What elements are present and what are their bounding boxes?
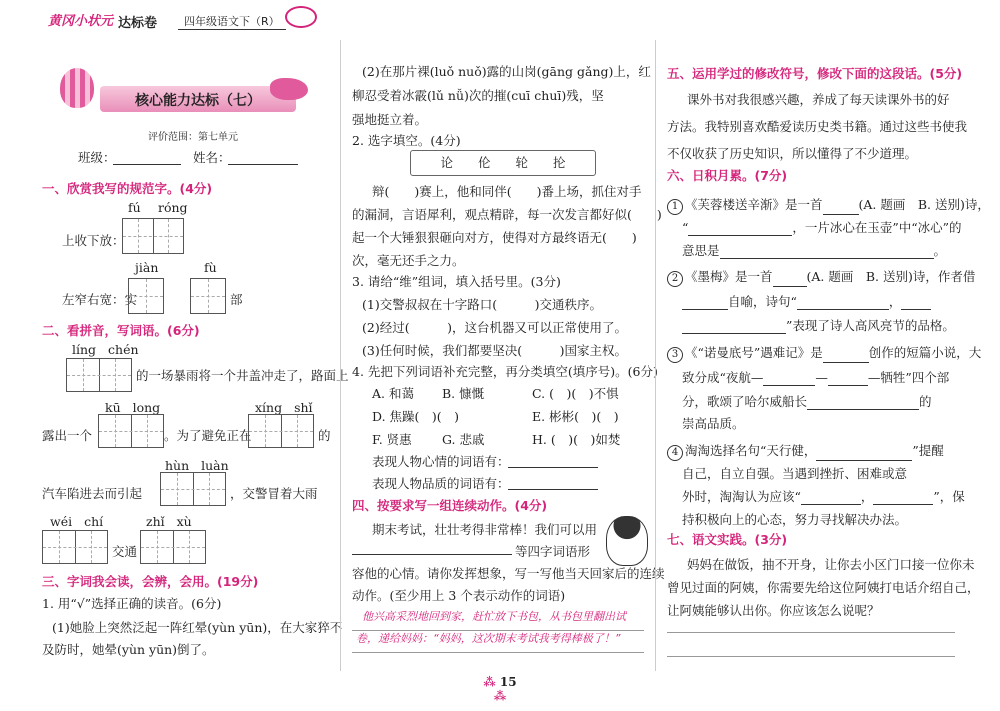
sentence-text: ，交警冒着大雨 — [230, 486, 318, 501]
answer-line[interactable] — [720, 245, 934, 259]
question-text: 自己，自立自强。当遇到挫折、困难或意 — [682, 466, 908, 481]
answer-line[interactable] — [688, 222, 792, 236]
writing-box[interactable] — [140, 530, 206, 564]
answer-line[interactable] — [352, 630, 644, 631]
answer-line[interactable] — [873, 491, 933, 505]
question-text: 起一个大锤狠狠砸向对方，使得对方最终语无( ) — [352, 230, 637, 245]
writing-box[interactable] — [98, 414, 164, 448]
answer-line[interactable] — [797, 296, 889, 310]
sentence-text: 汽车陷进去而引起 — [42, 486, 143, 501]
pinyin: fù — [204, 260, 217, 275]
q-text: (A. 题画 B. 送别)诗， — [858, 197, 990, 212]
number-badge: 3 — [667, 347, 683, 363]
grade-label: 四年级语文下（R） — [178, 13, 286, 30]
answer-line[interactable] — [901, 296, 931, 310]
q-text: ， — [860, 489, 874, 504]
question-text: 柳忍受着冰霰(lǔ nǚ)次的摧(cuī chuī)残，坚 — [352, 88, 604, 103]
pinyin: fú — [128, 200, 141, 215]
question-text: “ ，一片冰心在玉壶”中“冰心”的 — [682, 220, 962, 235]
class-field[interactable] — [113, 150, 181, 165]
section-5-title: 五、运用学过的修改符号，修改下面的这段话。(5分) — [667, 66, 963, 81]
q-text: 分，歌颂了哈尔威船长 — [682, 394, 808, 409]
question-text: 1. 用“√”选择正确的读音。(6分) — [42, 596, 222, 611]
word-option: G. 悲戚 — [442, 432, 485, 447]
writing-box[interactable] — [66, 358, 132, 392]
question-text: 表现人物心情的词语有： — [372, 454, 510, 469]
q-text: ”，保 — [933, 489, 965, 504]
banner-title: 核心能力达标（七） — [135, 93, 261, 109]
passage-text: 方法。我特别喜欢酷爱读历史类书籍。通过这些书使我 — [667, 119, 968, 134]
number-badge: 4 — [667, 445, 683, 461]
question-text: 表现人物品质的词语有： — [372, 476, 510, 491]
q-text: — — [815, 370, 828, 385]
answer-line[interactable] — [807, 396, 919, 410]
q-text: 意思是 — [682, 243, 720, 258]
q-text: 自喻，诗句“ — [728, 294, 797, 309]
prompt-text: 等四字词语形 — [515, 544, 591, 559]
question-text — [682, 316, 955, 334]
ornament-icon: ⁂ — [483, 675, 500, 689]
q-text: —牺牲”四个部 — [867, 370, 950, 385]
word-option: C. ( )( )不惧 — [532, 386, 619, 401]
prompt-text: 容他的心情。请你发挥想象，写一写他当天回家后的连续 — [352, 566, 665, 581]
q-text: 创作的短篇小说，大 — [868, 345, 982, 360]
question-text: 自喻，诗句“ ， — [682, 292, 931, 310]
answer-line[interactable] — [801, 491, 861, 505]
question-text: 崇高品质。 — [682, 416, 745, 431]
sentence-text: 的一场暴雨将一个井盖冲走了，路面上 — [136, 368, 349, 383]
answer-line[interactable] — [352, 540, 512, 555]
section-7-title: 七、语文实践。(3分) — [667, 532, 788, 547]
name-label: 姓名： — [193, 150, 231, 165]
question-text — [682, 392, 932, 410]
answer-line[interactable] — [773, 273, 807, 287]
question-text: 的漏洞，言语犀利，观点精辟，每一次发言都好似( ) — [352, 207, 662, 222]
section-4-title: 四、按要求写一组连续动作。(4分) — [352, 498, 548, 513]
pinyin: líng chén — [72, 342, 139, 357]
word-option: F. 贤惠 — [372, 432, 412, 447]
writing-box[interactable] — [248, 414, 314, 448]
q-text: 《墨梅》是一首 — [685, 269, 773, 284]
answer-line[interactable] — [816, 447, 912, 461]
pinyin: kū long — [105, 400, 161, 415]
question-text — [682, 368, 949, 386]
prompt-text: 期末考试，壮壮考得非常棒！我们可以用 — [372, 522, 598, 537]
prompt-text: 动作。(至少用上 3 个表示动作的词语) — [352, 588, 566, 603]
sentence-text: 交通 — [112, 544, 138, 559]
class-label: 班级： — [78, 150, 116, 165]
question-text: 意思是 。 — [682, 243, 947, 258]
section-6-title: 六、日积月累。(7分) — [667, 168, 788, 183]
section-3-title: 三、字词我会读，会辨，会用。(19分) — [42, 574, 259, 589]
pinyin: wéi chí — [50, 514, 104, 529]
prompt-text: 上收下放： — [62, 233, 125, 248]
boy-face-icon — [606, 516, 648, 566]
column-divider — [340, 40, 341, 671]
q-text: 《“诺曼底号”遇难记》是 — [685, 345, 823, 360]
question-text: 持积极向上的心态，努力寻找解决办法。 — [682, 512, 908, 527]
writing-box[interactable] — [122, 218, 184, 254]
question-text: 4. 先把下列词语补充完整，再分类填空(填序号)。(6分) — [352, 364, 658, 379]
prompt-text: 妈妈在做饭，抽不开身，让你去小区门口接一位你未 — [687, 557, 975, 572]
answer-line[interactable] — [763, 372, 815, 386]
passage-text: 不仅收获了历史知识，所以懂得了不少道理。 — [667, 146, 918, 161]
q-text: ”提醒 — [912, 443, 944, 458]
char-choice-box: 论 伦 轮 抡 — [410, 150, 596, 176]
answer-line[interactable] — [508, 475, 598, 490]
answer-line[interactable] — [823, 349, 869, 363]
answer-line[interactable] — [823, 201, 859, 215]
pinyin: zhǐ xù — [146, 514, 192, 529]
question-text — [667, 195, 990, 215]
series-title: 达标卷 — [118, 16, 158, 31]
page-number-text: 15 — [499, 675, 517, 689]
question-text — [667, 267, 975, 287]
number-badge: 1 — [667, 199, 683, 215]
sentence-text: 。为了避免正在 — [164, 428, 252, 443]
sentence-text: 露出一个 — [42, 428, 93, 443]
section-1-title: 一、欣赏我写的规范字。(4分) — [42, 181, 213, 196]
question-text: 强地挺立着。 — [352, 112, 428, 127]
question-text: 3. 请给“维”组词，填入括号里。(3分) — [352, 274, 561, 289]
prompt-text: 左窄右宽：实 — [62, 292, 138, 307]
writing-box[interactable] — [128, 278, 164, 314]
writing-box[interactable] — [42, 530, 108, 564]
answer-line[interactable] — [667, 632, 955, 633]
prompt-text: 让阿姨能够认出你。你应该怎么说呢？ — [667, 603, 880, 618]
q-text: ”表现了诗人高风亮节的品格。 — [786, 318, 955, 333]
ornament-icon: ⁂ — [493, 689, 507, 703]
pinyin: xíng shǐ — [255, 400, 313, 415]
answer-line[interactable] — [828, 372, 868, 386]
answer-line[interactable] — [682, 296, 728, 310]
answer-line[interactable] — [352, 652, 644, 653]
logo: 黄冈小状元 — [48, 14, 114, 29]
question-text — [682, 487, 965, 505]
question-text: (1)她脸上突然泛起一阵红晕(yùn yūn)，在大家猝不 — [52, 620, 343, 635]
word-option: H. ( )( )如焚 — [532, 432, 621, 447]
writing-box[interactable] — [190, 278, 226, 314]
question-text: (1)交警叔叔在十字路口( )交通秩序。 — [362, 297, 602, 312]
handwritten-answer: 他兴高采烈地回到家，赶忙放下书包，从书包里翻出试 — [362, 610, 626, 623]
question-text: 及防时，她晕(yùn yūn)倒了。 — [42, 642, 215, 657]
q-text: 《芙蓉楼送辛渐》是一首 — [685, 197, 823, 212]
word-option: E. 彬彬( )( ) — [532, 409, 619, 424]
page-number — [480, 675, 520, 703]
prompt-text: 部 — [230, 292, 243, 307]
name-field[interactable] — [228, 150, 298, 165]
answer-line[interactable] — [682, 320, 786, 334]
question-text — [667, 441, 944, 461]
question-text: 次，毫无还手之力。 — [352, 253, 465, 268]
question-text: (2)在那片裸(luǒ nuǒ)露的山岗(gāng gǎng)上，红 — [362, 64, 651, 79]
answer-line[interactable] — [667, 656, 955, 657]
q-text: ，一片冰心在玉壶”中“冰心”的 — [792, 220, 962, 235]
writing-box[interactable] — [160, 472, 226, 506]
question-text: 2. 选字填空。(4分) — [352, 133, 461, 148]
q-text: 外时，淘淘认为应该“ — [682, 489, 801, 504]
prompt-text: 曾见过面的阿姨，你需要先给这位阿姨打电话介绍自己， — [667, 580, 980, 595]
pinyin: hùn luàn — [165, 458, 229, 473]
question-text: (3)任何时候，我们都要坚决( )国家主权。 — [362, 343, 627, 358]
question-text: (2)经过( )，这台机器又可以正常使用了。 — [362, 320, 627, 335]
column-divider — [655, 40, 656, 671]
range-label: 评价范围：第七单元 — [148, 132, 238, 143]
handwritten-answer: 卷，递给妈妈：“妈妈，这次期末考试我考得棒极了！” — [356, 632, 621, 645]
question-text — [667, 343, 981, 363]
plane-icon — [270, 78, 308, 100]
pinyin: jiàn — [135, 260, 159, 275]
answer-line[interactable] — [508, 453, 598, 468]
word-option: A. 和蔼 — [372, 386, 414, 401]
pinyin: róng — [158, 200, 188, 215]
balloon-icon — [60, 68, 94, 108]
sentence-text: 的 — [318, 428, 331, 443]
q-text: 致分成“夜航— — [682, 370, 764, 385]
swirl-icon — [285, 6, 317, 28]
number-badge: 2 — [667, 271, 683, 287]
q-text: 的 — [919, 394, 932, 409]
section-2-title: 二、看拼音，写词语。(6分) — [42, 323, 200, 338]
word-option: B. 慷慨 — [442, 386, 485, 401]
word-option: D. 焦躁( )( ) — [372, 409, 460, 424]
question-text: 辩( )赛上，他和同伴( )番上场，抓住对手 — [372, 184, 642, 199]
q-text: 淘淘选择名句“天行健， — [685, 443, 817, 458]
passage-text: 课外书对我很感兴趣，养成了每天读课外书的好 — [687, 92, 950, 107]
q-text: (A. 题画 B. 送别)诗，作者借 — [806, 269, 976, 284]
